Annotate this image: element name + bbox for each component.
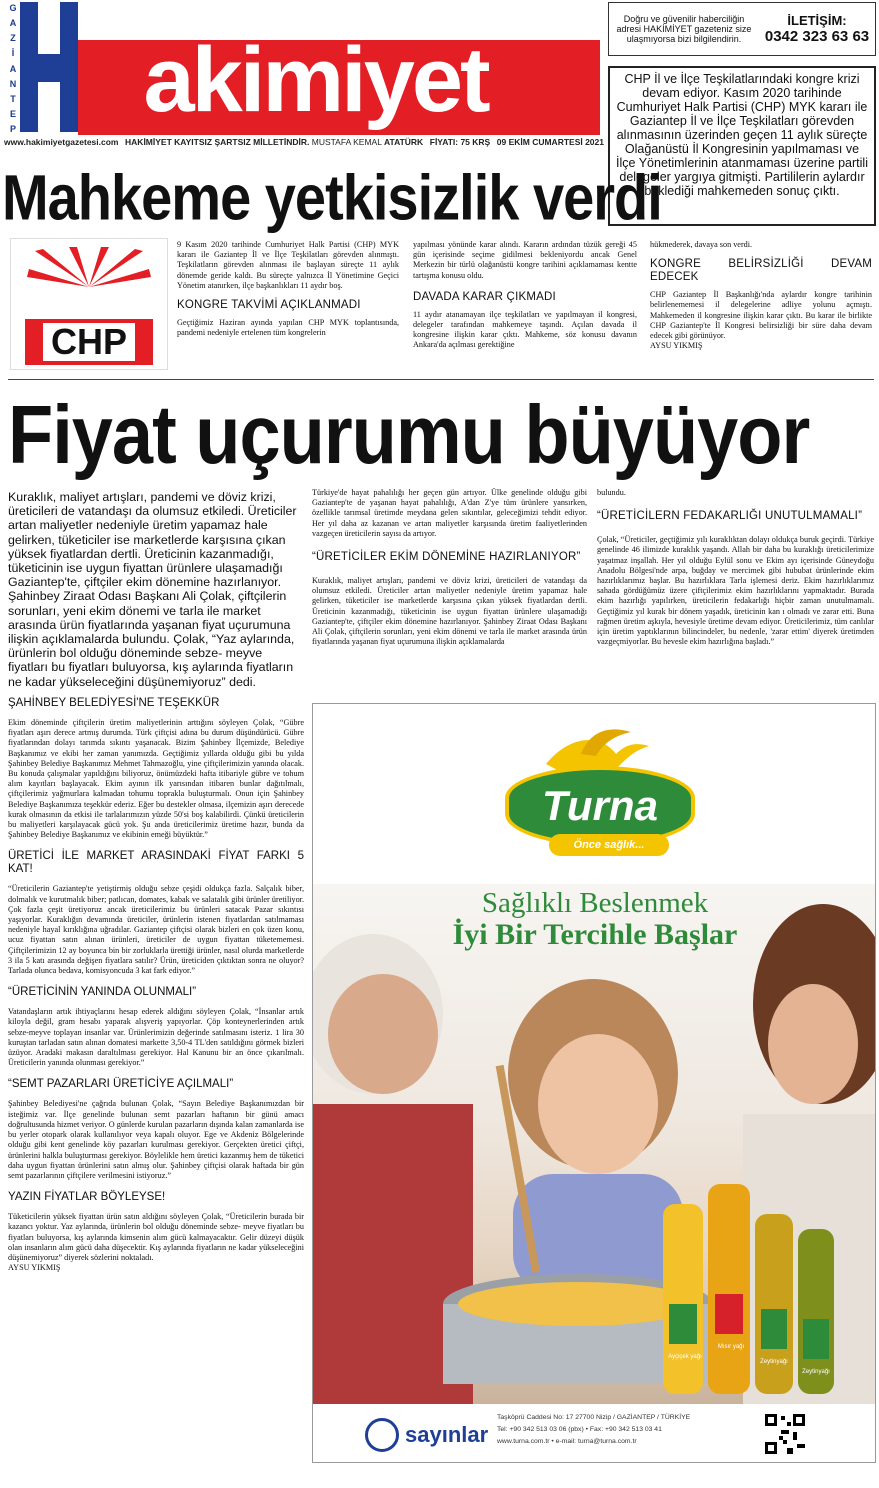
masthead-city-vertical — [6, 4, 20, 134]
chp-six-arrows-icon — [25, 247, 153, 317]
story2-middle-column — [312, 488, 587, 647]
ad-web[interactable]: www.turna.com.tr • e-mail: turna@turna.com.tr — [497, 1438, 637, 1445]
ad-line-1: Sağlıklı Beslenmek — [481, 887, 709, 919]
city-letter: İ — [11, 48, 15, 59]
masthead — [0, 0, 604, 150]
ad-contact-info — [497, 1412, 697, 1448]
city-letter: G — [9, 3, 17, 13]
motto — [125, 137, 423, 147]
bottle-label: Mısır yağı — [717, 1344, 745, 1350]
section-divider — [8, 379, 874, 380]
story1-paragraph: CHP Gaziantep İl Başkanlığı'nda aylardır kongre tarihinin belirlenememesi il delegelerine adliye yolunu açmıştı. Mahkemeden il kongresine ilişkin karar çıktı. Bu karar ile birlikte CHP Gaziantep'te İl Kongresi belirsizliği bir süre daha devam edecek gibi görünüyor. — [650, 290, 872, 341]
city-letter: P — [9, 124, 16, 134]
story2-paragraph: “Üreticilerin Gaziantep'te yetiştirmiş olduğu sebze çeşidi oldukça fazla. Salçalık biber, dolmalık ve kurutmalık biber; patlıcan, domates, kabak ve salatalık gibi ürünler üretiliyor. Çok fazla çeşit üretiyoruz ancak üreticilerimiz bu ürünleri satacak Pazar sıkıntısı yaşıyorlar. Kuraklığın devamında üreticiler, ürünlerin istenen fiyatlardan satılmaması nedeniyle hayal kırıklığına uğradılar. Gaziantep çiftçisi olarak bizleri en çok üzen konu, ucuz fiyattan satın alınan ürünleri, üreticiler de uygun fiyattan tüketememesi. Çiftçilerimizin 12 ay boyunca bin bir zorluklarla ürettiği ürünler, nasıl olurda marketlerde 3 ila 5 katı arasında değişen fiyatlara satılır? Ürün, üreticiden çıktıktan sonra ne oluyor? Tarlada olunca bedava, komisyoncuda 3 kat fark ediyor.” — [8, 884, 304, 976]
story1-author: AYSU YIKMIŞ — [650, 341, 703, 351]
oil-bottle — [755, 1214, 793, 1394]
qr-code-icon[interactable] — [763, 1412, 807, 1456]
story2-right-column — [597, 488, 874, 647]
oil-bottle — [708, 1184, 750, 1394]
motto-author-prefix: MUSTAFA KEMAL — [311, 137, 382, 147]
motto-author: ATATÜRK — [384, 137, 424, 147]
oil-bottle — [663, 1204, 703, 1394]
ad-footer — [313, 1404, 876, 1463]
masthead-info-line — [4, 137, 604, 147]
story2-paragraph: Türkiye'de hayat pahalılığı her geçen gün artıyor. Ülke genelinde olduğu gibi Gaziantep'te de yaşanan hayat pahalılığı, A'dan Z'ye tüm ürünlere yansırken, özellikle tarımsal üretimde meydana gelen sıkıntılar, geleceğimizi tehdit ediyor. Her yıl daha az kazanan ve artan maliyetler karşısında üretim faaliyetlerinden vazgeçen üreticilerin sayısı da artıyor. — [312, 488, 587, 538]
story2-lead: Kuraklık, maliyet artışları, pandemi ve döviz krizi, üreticileri de vatandaşı da olumsuz etkiledi. Üreticiler artan maliyetler nedeniyle üretim yapamaz hale gelirken, tüketiciler ise marketlerde karşısına çıkan yüksek fiyatlardan dertli. Üreticinin kazanmadığı, tüketicinin ise uygun fiyattan ürünlere ulaşamadığı Gaziantep'te, çiftçiler ekim dönemine hazırlanıyor. Şahinbey Ziraat Odası Başkanı Ali Çolak, çiftçilerin sorunları, yeni ekim dönemi ve tarla ile market arasında ürün fiyatlarında yaşanan fiyat uçurumuna ilişkin açıklamalarda bulundu. Çolak, “Yaz aylarında, ürünlerin bol olduğu döneminde sebze- meyve fiyatları bu fiyatları buluyorsa, kış aylarında fiyatların ne kadar yükseleceğini düşünemiyoruz” dedi. — [8, 490, 297, 689]
story2-paragraph: Vatandaşların artık ihtiyaçlarını hesap ederek aldığını söyleyen Çolak, “İnsanlar artık kiloyla değil, gram hesabı yaparak alışveriş yapıyorlar. Çöp konteynerlerinden artık sebze-meyve toplayan insanlar var. Ürünlerimizin değerinde satılmasını isteriz. 1 lira 30 kuruştan tarladan satın alınan domatesi markette 3,50-4 TL'den satıldığını görmek bizleri üzüyor. Aradaki makasın daraltılması gerekiyor. Hal Kanunu bir an önce çıkarılmalı. Üreticilerin yanında olunması gerekiyor.” — [8, 1007, 304, 1068]
turna-brand-name: Turna — [542, 782, 658, 829]
bottle-label: Zeytinyağı — [802, 1369, 830, 1375]
story1-paragraph: 9 Kasım 2020 tarihinde Cumhuriyet Halk Partisi (CHP) MYK kararı ile Gaziantep İl ve İlçe Teşkilatları görevden alınmıştı. Teşkilatların görevden alınması ile başlayan süreçte 11 aylık dönemde geride kaldı. Bu süreçte yalnızca İl Yönetimine Geçici Yönetim atanırken, ilçe başkanlıkları 11 aydır boş. — [177, 240, 399, 290]
story1-subheading-2: DAVADA KARAR ÇIKMADI — [413, 290, 556, 303]
story2-paragraph: Çolak, “Üreticiler, geçtiğimiz yılı kuraklıktan dolayı oldukça buruk geçirdi. Türkiye genelinde 46 ilimizde kuraklık yaşandı. Allah bir daha bu kuraklığı üreticilerimize yaşatmaz inşallah. Her yıl olduğu Eylül sonu ve Ekim ayı içerisinde Güneydoğu Anadolu Bölgesi'nde arpa, buğday ve mercimek gibi hububat ürünlerinde ekim hazırlıklarımız başlar. Bu hazırlıklara Tarla işlemesi deriz. Ekim hazırlıklarımız sahada gördüğümüz üzere çiftçilerimiz ekim hazırlıklarını yapmaktadır. Burada ekim hazırlığı yapılırken, üreticilerin fedakarlığı hiçbir zaman unutulmamalı. Geçtiğimiz yıl kurak bir dönem yaşadık, üreticinin kan ı olmadı ve zarar etti. Buna rağmen üretim aşkıyla, hevesiyle üretime devam ediyor. Üreticilerimiz, tüm canlılar için üretim yaptıklarının bilincindeler, bu nedenle, 'zarar ettim' diyerek üretimden vazgeçmiyorlar. Bu hevesle ekim hazırlığına başladı.” — [597, 535, 874, 647]
headline-price-gap: Fiyat uçurumu büyüyor — [8, 388, 810, 481]
turna-slogan: Önce sağlık... — [549, 834, 669, 856]
contact-phone[interactable]: 0342 323 63 63 — [764, 28, 870, 45]
story1-paragraph: Geçtiğimiz Haziran ayında yapılan CHP MYK toplantısında, pandemi nedeniyle ertelenen tüm kongrelerin — [177, 318, 399, 338]
story2-left-column — [8, 697, 304, 1273]
newspaper-name-text: akimiyet — [143, 29, 488, 131]
story2-paragraph: Kuraklık, maliyet artışları, pandemi ve döviz krizi, üreticileri de vatandaşı da olumsuz etkiledi. Üreticiler artan maliyetler nedeniyle üretim yapamaz hale gelirken, tüketiciler ise marketlerde karşısına çıkan yüksek fiyatlardan dertli. Üreticinin kazanmadığı, tüketicinin ise uygun fiyattan ürünlere ulaşamadığı Gaziantep'te, çiftçiler ekim dönemine hazırlanıyor. Şahinbey Ziraat Odası Başkanı Ali Çolak, çiftçilerin sorunları, yeni ekim dönemi ve tarla ile market arasında ürün fiyatlarında yaşanan fiyat uçurumuna ilişkin açıklamalarda — [312, 576, 587, 647]
contact-phone-block — [759, 13, 875, 45]
ad-address: Taşköprü Caddesi No: 17 27700 Nizip / GAZİANTEP / TÜRKİYE — [497, 1414, 691, 1421]
price: FİYATI: 75 KRŞ — [429, 137, 491, 147]
city-letter: T — [10, 93, 16, 104]
newspaper-name — [80, 30, 488, 130]
story1-subheading-1: KONGRE TAKVİMİ AÇIKLANMADI — [177, 299, 361, 312]
bottle-label: Ayçiçek yağı — [668, 1354, 702, 1360]
chp-logo-text: CHP — [43, 323, 135, 361]
issue-date: 09 EKİM CUMARTESİ 2021 — [496, 137, 604, 147]
logo-h-mark — [20, 2, 78, 132]
turna-advertisement[interactable] — [312, 703, 876, 1463]
story1-column-2 — [413, 240, 637, 351]
story2-subheading-e: YAZIN FİYATLAR BÖYLEYSE! — [8, 1191, 166, 1204]
sayinlar-logo-icon — [365, 1418, 399, 1452]
story2-subheading-c: “ÜRETİCİNİN YANINDA OLUNMALI” — [8, 986, 197, 999]
contact-box — [608, 2, 876, 56]
bottle-label: Zeytinyağı — [760, 1359, 788, 1365]
story1-column-3 — [650, 240, 872, 351]
contact-label: İLETİŞİM: — [787, 13, 847, 28]
chp-logo-image — [10, 238, 168, 370]
ad-line-2: İyi Bir Tercihle Başlar — [452, 918, 738, 951]
contact-note: Doğru ve güvenilir haberciliğin adresi HAKİMİYET gazeteniz size ulaşmıyorsa bizi bilgilendirin. — [616, 14, 752, 44]
story2-subheading-d: “SEMT PAZARLARI ÜRETİCİYE AÇILMALI” — [8, 1078, 234, 1091]
cooking-family-illustration — [313, 884, 876, 1404]
story2-paragraph: Şahinbey Belediyesi'ne çağrıda bulunan Çolak, “Sayın Belediye Başkanımızdan bir isteğimiz var. İlçe genelinde bulunan semt pazarları haftanın bir günü amacı doğrultusunda hizmet veriyor. O günlerde kurulan pazarların dışında kalan zamanlarda ise bu yerler otopark olarak kullanılıyor veya kapalı oluyor. Ege ve Akdeniz Bölgelerinde olduğu gibi kent genelinde köy pazarları kurulması gerekiyor. Gerçekten üretici çiftçi, ürünlerini halkla buluşturması gerekiyor. Böylelikle hem üretici kazanmış hem de tüketici daha uygun fiyattan ürünlerini satın almış olur. Şahinbey çiftçisi olarak haftada bir gün semt pazarlarının çiftçilere verilmesini istiyoruz.” — [8, 1099, 304, 1180]
motto-text: HAKİMİYET KAYITSIZ ŞARTSIZ MİLLETİNDİR. — [125, 137, 310, 147]
city-letter: Z — [10, 33, 16, 44]
story2-right-subheading: “ÜRETİCİLERN FEDAKARLIĞI UNUTULMAMALI” — [597, 510, 863, 523]
distributor-name: sayınlar — [405, 1422, 489, 1447]
chp-logo-box — [25, 319, 153, 365]
story-summary-box: CHP İl ve İlçe Teşkilatlarındaki kongre krizi devam ediyor. Kasım 2020 tarihinde Cumhuriyet Halk Partisi (CHP) MYK kararı ile Gaziantep İl ve İlçe Teşkilatları görevden alınmasının üzerinden geçen 11 aylık süreçte Olağanüstü İl Kongresinin yapılmaması ve İlçe Yönetimlerinin atanmaması üzerine partili delegeler yargıya gitmişti. Partililerin aylardır beklediği mahkemeden sonuç çıktı. — [608, 66, 876, 226]
story1-paragraph: 11 aydır atanamayan ilçe teşkilatları ve yapılmayan il kongresi, delegeler tarafından mahkemeye taşındı. Açılan davada il kongresine ilişkin karar çıktı. Mahkeme, söz konusu davanın Ankara'da açılması gerektiğine — [413, 309, 637, 350]
story2-subheading-b: ÜRETİCİ İLE MARKET ARASINDAKİ FİYAT FARKI 5 KAT! — [8, 850, 304, 876]
ad-family-photo — [313, 884, 876, 1404]
story2-author: AYSU YIKMIŞ — [8, 1263, 61, 1273]
city-letter: N — [9, 78, 17, 89]
story1-paragraph: hükmederek, davaya son verdi. — [650, 240, 753, 249]
city-letter: A — [9, 63, 17, 74]
ad-phone: Tel: +90 342 513 03 06 (pbx) • Fax: +90 342 513 03 41 — [497, 1426, 662, 1433]
story1-paragraph: yapılması yönünde karar alındı. Kararın ardından tüzük gereği 45 gün içerisinde seçime gidilmesi bekleniyordu ancak Genel Merkezin bir türlü olağanüstü kongre tarihini açıklamaması kentte tartışma konusu oldu. — [413, 240, 637, 280]
story2-paragraph: Ekim döneminde çiftçilerin üretim maliyetlerinin arttığını söyleyen Çolak, “Gübre fiyatları aşırı derece artmış durumda. Türk çiftçisi adına bu durum düşündürücü. Gübre fiyatlarından dolayı tarımda sıkıntı yaşanacak. Bizim Şahinbey İlçemizde, Belediye Başkanımız ve ekibi her zaman yanımızda. Geçtiğimiz yıllarda olduğu gibi bu yılda Şahinbey Belediye Başkanımız Mehmet Tahmazoğlu, yine çiftçilerimizin yanında olacak. Bu konuda çalışmalar yapıldığını biliyoruz, önümüzdeki hafta itibariyle gübre ve tohum alım kayıtları başlayacak. Ekim ayının ilk yarısından itibaren bunlar dağıtılmalı, çiftçilerimiz yağmurlara kalmadan tohumu toprakla buluşturmalı. Onun için Şahinbey Belediye Başkanımıza teşekkür ederiz. Eğer bu destekler olmasa, ilçemizin aşırı derecede kurak olmasının da etkisi ile tarlalarımızın yüzde 50'si boş kalabilirdi. Çünkü üreticilerin bu maliyetleri karşılayacak gücü yok. Şu anda üreticilerimiz üretime hazır, bunda da Şahinbey Belediye Başkanımız ve ekibinin emeği büyüktür.” — [8, 718, 304, 840]
city-letter: A — [9, 18, 17, 29]
headline-court: Mahkeme yetkisizlik verdi — [2, 160, 662, 234]
story2-middle-subheading: “ÜRETİCİLER EKİM DÖNEMİNE HAZIRLANIYOR” — [312, 551, 581, 564]
city-letter: E — [9, 108, 16, 119]
website-link[interactable]: www.hakimiyetgazetesi.com — [4, 137, 119, 147]
story1-subheading-3: KONGRE BELİRSİZLİĞİ DEVAM EDECEK — [650, 258, 872, 284]
story2-paragraph: bulundu. — [597, 488, 626, 497]
story2-paragraph: Tüketicilerin yüksek fiyattan ürün satın aldığını söyleyen Çolak, “Üreticilerin burada bir kazancı yoktur. Yaz aylarında, ürünlerin bol olduğu döneminde sebze- meyve fiyatları bu fiyatları buluyorsa, kış aylarında kimsenin alım gücü kalmayacaktır. Gelir düzeyi düşük olan insanların alım gücü daha düşecektir. Kış aylarında fiyatların ne kadar yükseleceğini düşünemiyoruz” diyerek sözlerini noktaladı. — [8, 1212, 304, 1262]
story1-column-1 — [177, 240, 399, 338]
story2-subheading-a: ŞAHİNBEY BELEDİYESİ'NE TEŞEKKÜR — [8, 697, 220, 709]
